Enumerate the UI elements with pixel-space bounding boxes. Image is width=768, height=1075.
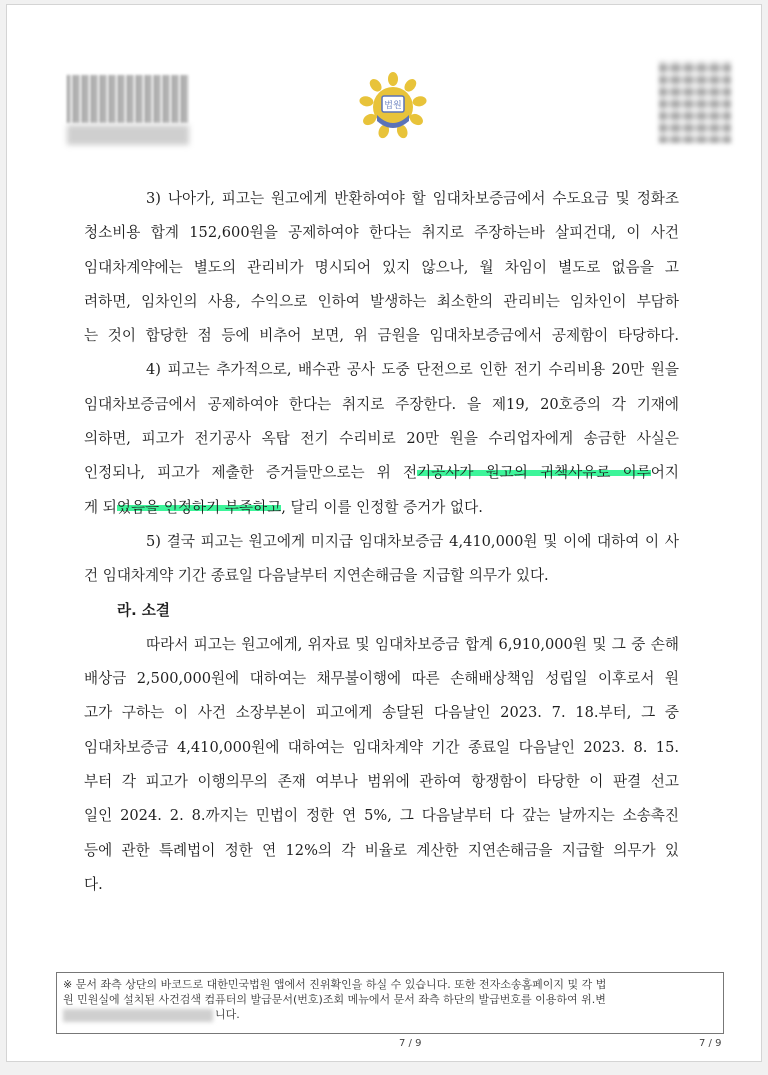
conclusion-line-6: 일인 2024. 2. 8.까지는 민법이 정한 연 5%, 그 다음날부터 다 갚는 날까지는 소송촉진	[84, 807, 679, 825]
line-text: 어지	[650, 464, 679, 482]
conclusion-line-7: 등에 관한 특례법이 정한 연 12%의 각 비율로 계산한 지연손해금을 지급할 의무가 있	[84, 841, 679, 859]
conclusion-line-4: 임대차보증금 4,410,000원에 대하여는 임대차계약 기간 종료일 다음날인 2023. 8. 15.	[84, 738, 679, 756]
paragraph-5-line-1: 5) 결국 피고는 원고에게 미지급 임대차보증금 4,410,000원 및 이에 대하여 이 사	[146, 532, 679, 550]
notice-line-1: ※ 문서 좌측 상단의 바코드로 대한민국법원 앱에서 진위확인을 하실 수 있습니다. 또한 전자소송홈페이지 및 각 법	[63, 978, 607, 991]
line-text: 인정되나, 피고가 제출한 증거들만으로는 위 전	[84, 464, 418, 482]
notice-line-3	[63, 1007, 717, 1022]
paragraph-3-line-4: 려하면, 임차인의 사용, 수익으로 인하여 발생하는 최소한의 관리비는 임차인이 부담하	[84, 292, 679, 310]
page-number-center: 7 / 9	[399, 1038, 422, 1049]
qr-code-blurred	[659, 61, 731, 143]
conclusion-line-3: 고가 구하는 이 사건 소장부본이 피고에게 송달된 다음날인 2023. 7. 18.부터, 그 중	[84, 704, 679, 722]
court-emblem-icon	[358, 71, 428, 141]
paragraph-4-line-5	[84, 491, 679, 525]
highlighted-text: 었음을 인정하기 부족하고	[116, 498, 282, 516]
section-heading: 라. 소결	[117, 601, 170, 619]
notice-line-2: 원 민원실에 설치된 사건검색 컴퓨터의 발급문서(번호)조회 메뉴에서 문서 좌측 하단의 발급번호를 이용하여 위.변	[63, 993, 606, 1006]
notice-line-3-tail: 니다.	[215, 1008, 240, 1021]
emblem-label: 법원	[384, 101, 402, 111]
barcode-blurred	[63, 75, 193, 147]
document-body	[84, 182, 679, 902]
page-number-right: 7 / 9	[699, 1038, 722, 1049]
paragraph-3-line-3: 임대차계약에는 별도의 관리비가 명시되어 있지 않으나, 월 차임이 별도로 없음을 고	[84, 258, 679, 276]
paragraph-3-line-2: 청소비용 합계 152,600원을 공제하여야 한다는 취지로 주장하는바 살피건대, 이 사건	[84, 224, 679, 242]
line-text: , 달리 이를 인정할 증거가 없다.	[281, 498, 483, 516]
conclusion-line-1: 따라서 피고는 원고에게, 위자료 및 임대차보증금 합계 6,910,000원 및 그 중 손해	[146, 635, 679, 653]
document-page	[6, 4, 762, 1062]
paragraph-4-line-3: 의하면, 피고가 전기공사 옥탑 전기 수리비로 20만 원을 수리업자에게 송금한 사실은	[84, 430, 679, 448]
paragraph-4-line-2: 임대차보증금에서 공제하여야 한다는 취지로 주장한다. 을 제19, 20호증의 각 기재에	[84, 395, 679, 413]
redacted-issue-number	[63, 1009, 213, 1022]
paragraph-4-line-4	[84, 456, 679, 490]
conclusion-line-2: 배상금 2,500,000원에 대하여는 채무불이행에 따른 손해배상책임 성립일 이후로서 원	[84, 670, 679, 688]
paragraph-3-line-1: 3) 나아가, 피고는 원고에게 반환하여야 할 임대차보증금에서 수도요금 및 정화조	[146, 190, 679, 207]
paragraph-4-line-1: 4) 피고는 추가적으로, 배수관 공사 도중 단전으로 인한 전기 수리비용 20만 원을	[146, 361, 679, 379]
line-text: 게 되	[84, 498, 117, 516]
verification-notice	[56, 972, 724, 1034]
paragraph-5-line-2: 건 임대차계약 기간 종료일 다음날부터 지연손해금을 지급할 의무가 있다.	[84, 567, 549, 585]
conclusion-line-5: 부터 각 피고가 이행의무의 존재 여부나 범위에 관하여 항쟁함이 타당한 이 판결 선고	[84, 773, 679, 791]
conclusion-line-8: 다.	[84, 875, 103, 893]
paragraph-3-line-5: 는 것이 합당한 점 등에 비추어 보면, 위 금원을 임대차보증금에서 공제함이 타당하다.	[84, 327, 679, 345]
highlighted-text: 기공사가 원고의 귀책사유로 이루	[417, 464, 651, 482]
